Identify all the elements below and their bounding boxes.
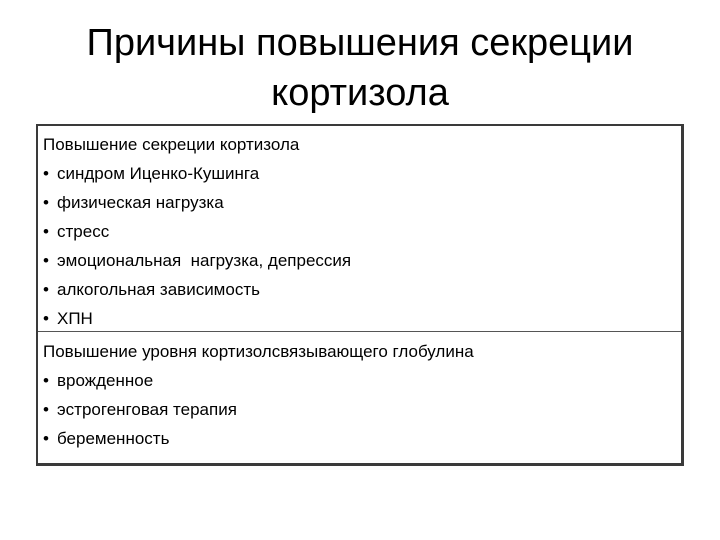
binding-globulin-section xyxy=(38,332,681,453)
list-item-text: врожденное xyxy=(57,371,154,390)
slide-title-line-2: кортизола xyxy=(271,72,449,114)
list-item xyxy=(43,424,681,453)
list-item-text: стресс xyxy=(57,222,110,241)
slide-title xyxy=(0,18,720,118)
list-item xyxy=(43,395,681,424)
list-item xyxy=(43,188,681,217)
list-item-text: алкогольная зависимость xyxy=(57,280,260,299)
bullet-icon: • xyxy=(43,371,49,390)
list-item-text: физическая нагрузка xyxy=(57,193,224,212)
list-item xyxy=(43,275,681,304)
bullet-icon: • xyxy=(43,429,49,448)
bullet-icon: • xyxy=(43,222,49,241)
list-item xyxy=(43,304,681,333)
list-item-text: эстрогенговая терапия xyxy=(57,400,237,419)
section-header: Повышение уровня кортизолсвязывающего глобулина xyxy=(43,342,474,361)
bullet-icon: • xyxy=(43,400,49,419)
bullet-icon: • xyxy=(43,251,49,270)
cortisol-secretion-section xyxy=(38,126,681,332)
list-item-text: синдром Иценко-Кушинга xyxy=(57,164,260,183)
bullet-icon: • xyxy=(43,164,49,183)
list-item-text: эмоциональная нагрузка, депрессия xyxy=(57,251,352,270)
slide-title-line-1: Причины повышения секреции xyxy=(86,22,634,64)
list-item-text: беременность xyxy=(57,429,170,448)
causes-table xyxy=(36,124,684,466)
bullet-icon: • xyxy=(43,309,49,328)
bullet-icon: • xyxy=(43,280,49,299)
list-item xyxy=(43,246,681,275)
list-item xyxy=(43,217,681,246)
bullet-icon: • xyxy=(43,193,49,212)
section-header: Повышение секреции кортизола xyxy=(43,135,300,154)
list-item xyxy=(43,366,681,395)
list-item-text: ХПН xyxy=(57,309,93,328)
list-item xyxy=(43,159,681,188)
